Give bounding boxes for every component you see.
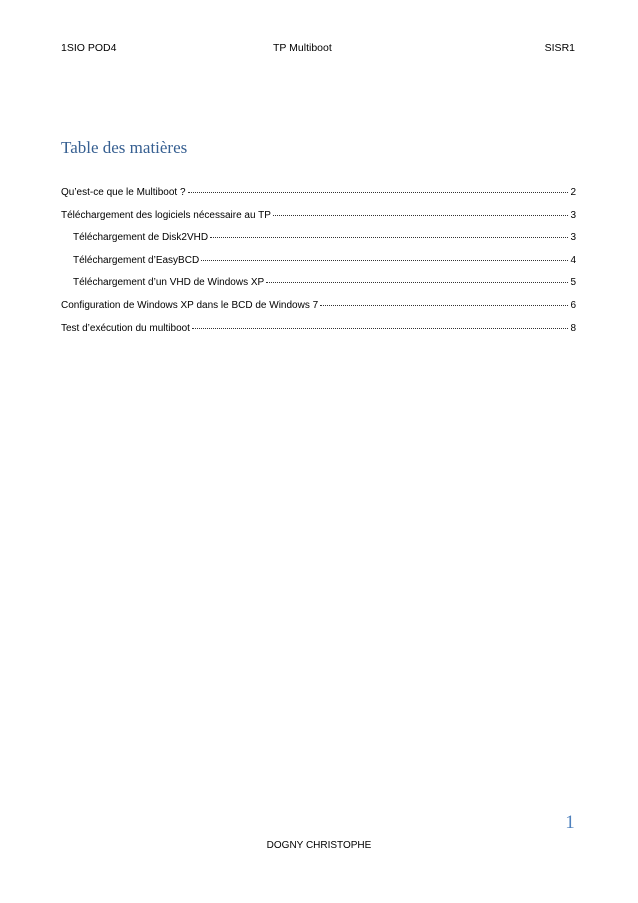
toc-entry[interactable] (61, 184, 576, 207)
page-header (61, 41, 575, 55)
toc-dot-leader (266, 272, 568, 283)
toc-entry-page: 4 (570, 254, 576, 266)
toc-entry-page: 5 (570, 277, 576, 289)
toc-entry-label: Téléchargement d’EasyBCD (73, 254, 200, 266)
toc-entry-page: 8 (570, 322, 576, 334)
toc-entry-page: 3 (570, 232, 576, 244)
toc-entry-label: Téléchargement des logiciels nécessaire au TP (61, 209, 271, 221)
footer-author: DOGNY CHRISTOPHE (266, 840, 372, 851)
toc-entry-label: Qu’est-ce que le Multiboot ? (61, 187, 186, 198)
toc-entry-label: Configuration de Windows XP dans le BCD de Windows 7 (61, 299, 319, 311)
toc-entry-label: Test d’exécution du multiboot (61, 322, 190, 334)
toc-heading: Table des matières (61, 138, 188, 157)
toc-entry-label: Téléchargement de Disk2VHD (73, 232, 209, 244)
toc-entry-page: 2 (570, 187, 576, 198)
toc-entry-page: 6 (570, 299, 576, 311)
header-document-title: TP Multiboot (273, 42, 332, 54)
toc-subentry[interactable] (61, 229, 576, 252)
toc-subentry[interactable] (61, 252, 576, 275)
page-number: 1 (565, 812, 575, 833)
toc-dot-leader (273, 205, 569, 216)
header-class-label: 1SIO POD4 (61, 42, 117, 54)
toc-dot-leader (192, 318, 568, 329)
table-of-contents (61, 184, 576, 342)
toc-entry[interactable] (61, 320, 576, 343)
toc-dot-leader (201, 250, 568, 261)
toc-dot-leader (320, 295, 568, 306)
page-footer (0, 839, 638, 853)
toc-entry-page: 3 (570, 209, 576, 221)
toc-dot-leader (188, 182, 569, 193)
toc-dot-leader (210, 227, 568, 238)
toc-subentry[interactable] (61, 274, 576, 297)
toc-entry-label: Téléchargement d’un VHD de Windows XP (73, 277, 265, 289)
toc-entry[interactable] (61, 207, 576, 230)
header-section-label: SISR1 (544, 42, 575, 54)
toc-entry[interactable] (61, 297, 576, 320)
